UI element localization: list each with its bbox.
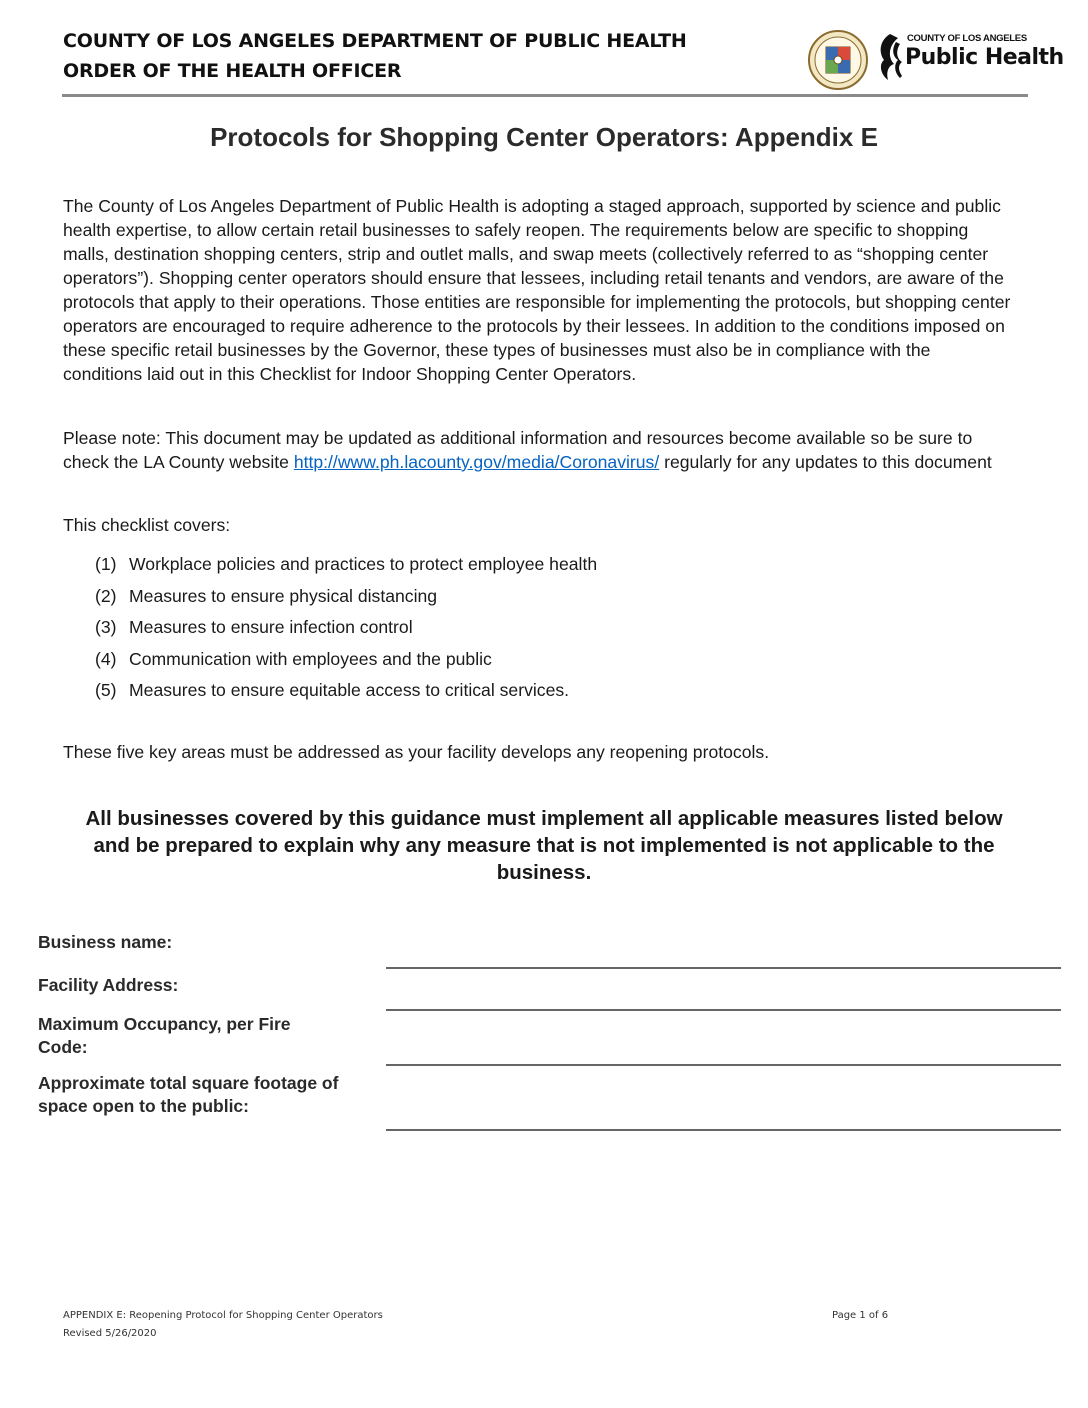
list-item: (3) Measures to ensure infection control	[95, 617, 413, 637]
facility-address-label: Facility Address:	[38, 975, 179, 995]
list-item: (1) Workplace policies and practices to protect employee health	[95, 554, 598, 574]
compliance-notice: All businesses covered by this guidance must implement all applicable measures listed below and be prepared to explain why any measure that is not implemented is not applicable to the business.	[85, 807, 1003, 884]
footer-revised-date: Revised 5/26/2020	[63, 1328, 157, 1339]
square-footage-label: Approximate total square footage of space open to the public:	[38, 1073, 339, 1116]
footer-appendix-title: APPENDIX E: Reopening Protocol for Shopping Center Operators	[63, 1310, 383, 1321]
list-item: (5) Measures to ensure equitable access to critical services.	[95, 680, 570, 700]
footer-page-number: Page 1 of 6	[832, 1310, 889, 1321]
list-item: (4) Communication with employees and the public	[95, 648, 492, 669]
list-item: (2) Measures to ensure physical distancing	[95, 585, 438, 606]
header-title-line2: ORDER OF THE HEALTH OFFICER	[63, 60, 402, 82]
page-title: Protocols for Shopping Center Operators: Appendix E	[210, 122, 878, 152]
county-seal-logo	[808, 27, 868, 93]
note-text-before-link: Please note: This document may be updated as additional information and resources become available so be sure to check the LA County website	[63, 428, 973, 472]
logo-big-text: Public Health	[905, 45, 1064, 70]
max-occupancy-field[interactable]	[386, 1064, 1061, 1066]
logo-small-text: COUNTY OF LOS ANGELES	[907, 33, 1027, 44]
header-title-line1: COUNTY OF LOS ANGELES DEPARTMENT OF PUBLIC HEALTH	[63, 30, 687, 52]
key-areas-text: These five key areas must be addressed as your facility develops any reopening protocols.	[63, 742, 770, 762]
checklist-covers-list	[95, 552, 597, 710]
intro-paragraph: The County of Los Angeles Department of Public Health is adopting a staged approach, supported by science and public health expertise, to allow certain retail businesses to safely reopen. The requirements below are specific to shopping malls, destination shopping centers, strip and outlet malls, and swap meets (collectively referred to as “shopping center operators”). Shopping center operators should ensure that lessees, including retail tenants and vendors, are aware of the protocols that apply to their operations. Those entities are responsible for implementing the protocols, but shopping center operators are encouraged to require adherence to the protocols by their lessees. In addition to the conditions imposed on these specific retail businesses by the Governor, these types of businesses must also be in compliance with the conditions laid out in this Checklist for Indoor Shopping Center Operators.	[63, 196, 1011, 384]
business-name-label: Business name:	[38, 932, 173, 952]
update-note-paragraph	[63, 426, 1013, 474]
facility-address-field[interactable]	[386, 1009, 1061, 1011]
business-name-field[interactable]	[386, 967, 1061, 969]
checklist-covers-label: This checklist covers:	[63, 515, 231, 535]
header-rule	[62, 94, 1028, 97]
square-footage-field[interactable]	[386, 1129, 1061, 1131]
coronavirus-website-link[interactable]: http://www.ph.lacounty.gov/media/Coronavirus/	[293, 452, 660, 472]
note-text-after-link: regularly for any updates to this document	[659, 452, 992, 472]
max-occupancy-label: Maximum Occupancy, per Fire Code:	[38, 1014, 291, 1057]
